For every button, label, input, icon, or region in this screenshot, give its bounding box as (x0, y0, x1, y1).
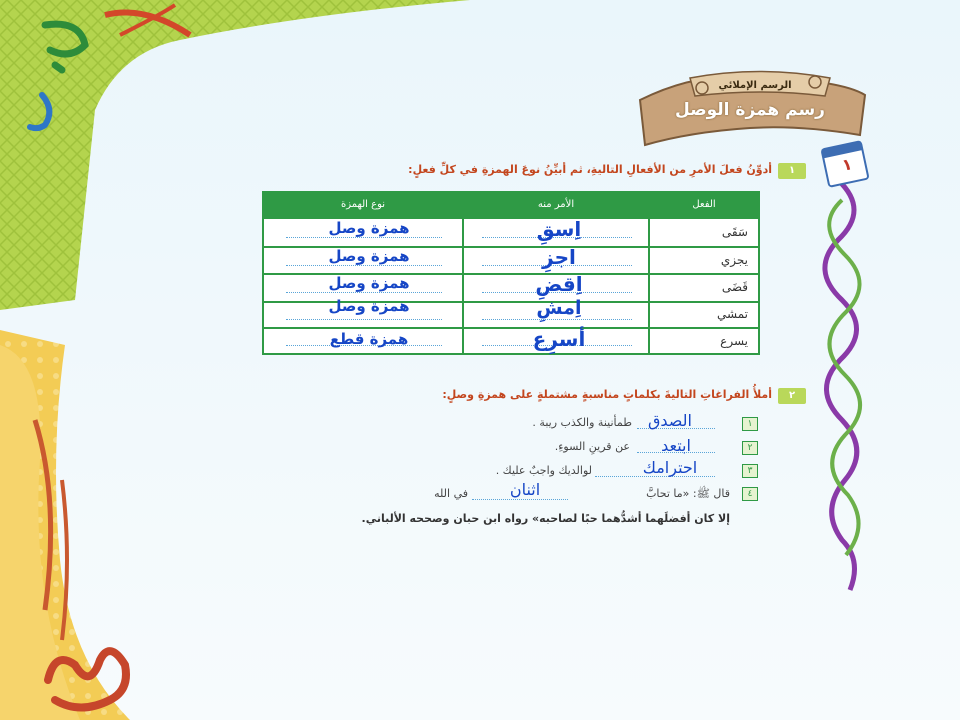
item-3-number: ٣ (742, 464, 758, 478)
table-row-5-hamza-type: همزة قطع (329, 330, 409, 348)
item-4-text-before: قال ﷺ: «ما تحابَّ (646, 487, 730, 500)
blank-line (472, 499, 568, 500)
item-3-answer: احترامك (642, 458, 698, 477)
item-3-text: لوالديك واجبٌ عليك . (495, 464, 592, 477)
answer-line (286, 237, 442, 238)
table-row-4-verb: تمشي (717, 307, 748, 321)
answer-line (482, 319, 632, 320)
table-row-4-hamza-type: همزة وصل (328, 297, 410, 315)
header-imperative: الأمر منه (464, 193, 648, 217)
item-4-number: ٤ (742, 487, 758, 501)
banner-title: رسم همزة الوصل (675, 100, 825, 120)
item-2-answer: ابتعد (661, 436, 691, 455)
item-1-text: طمأنينة والكذب ريبة . (532, 416, 632, 429)
header-hamza-type: نوع الهمزة (264, 193, 462, 217)
imperative-table (262, 191, 760, 355)
exercise1-instruction: أدوِّنُ فعلَ الأمرِ من الأفعالِ التاليةِ، ثم أبيِّنُ نوعَ الهمزةِ في كلِّ فعلٍ: (408, 163, 772, 176)
table-row-3-hamza-type: همزة وصل (328, 274, 410, 292)
exercise2-instruction: أملأُ الفراغاتِ التاليةَ بكلماتٍ مناسبةٍ مشتملةٍ على همزةِ وصلٍ: (442, 388, 772, 401)
item-1-answer: الصدق (647, 411, 692, 430)
table-row-1-imperative: اِسقِ (536, 217, 582, 241)
item-4-text-after: في الله (434, 487, 468, 500)
table-row-1-verb: سَقَى (721, 225, 748, 239)
table-row-5-imperative: أسرِع (532, 327, 586, 351)
item-2-number: ٢ (742, 441, 758, 455)
banner-subtitle: الرسم الإملائي (718, 80, 792, 91)
table-row-1-hamza-type: همزة وصل (328, 219, 410, 237)
item-4-answer: اثنان (509, 480, 541, 499)
table-row-2-verb: يجزي (720, 253, 748, 267)
calendar-digit: ١ (840, 154, 854, 175)
table-row-4-imperative: اِمشِ (536, 297, 582, 319)
exercise1-number: ١ (778, 163, 806, 179)
answer-line (286, 319, 442, 320)
hadith-continuation: إلا كان أفضلَهما أشدُّهما حبًا لصاحبه» رواه ابن حبان وصححه الألباني. (361, 512, 730, 525)
table-row-2-hamza-type: همزة وصل (328, 247, 410, 265)
answer-line (286, 292, 442, 293)
exercise2-number: ٢ (778, 388, 806, 404)
table-row-3-verb: قَضَى (721, 280, 748, 294)
table-row-3-imperative: اِقضِ (535, 272, 583, 296)
item-2-text: عن قرينِ السوءِ. (554, 440, 630, 453)
item-1-number: ١ (742, 417, 758, 431)
header-verb: الفعل (650, 193, 758, 217)
table-row-2-imperative: اجزِ (542, 245, 576, 269)
table-row-5-verb: يسرع (720, 334, 748, 348)
answer-line (286, 265, 442, 266)
